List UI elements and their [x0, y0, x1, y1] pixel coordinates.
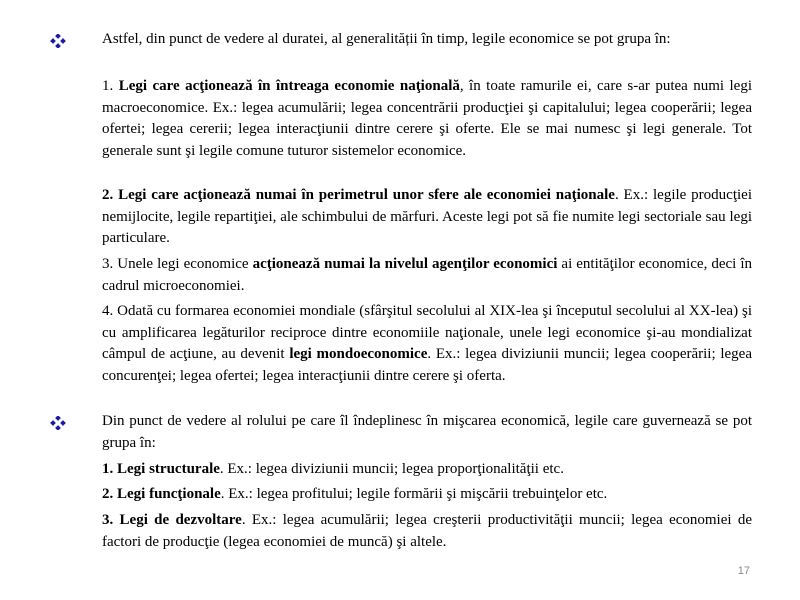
- bold-text-run: legi mondoeconomice: [289, 346, 428, 363]
- bold-text-run: 3. Legi de dezvoltare: [102, 512, 242, 528]
- diamond-bullet-icon: [50, 34, 66, 48]
- paragraph-4: [102, 254, 752, 297]
- bold-text-run: 2. Legi care acţionează numai în perimetrul unor sfere ale economiei naţionale: [102, 187, 615, 203]
- diamond-bullet-icon: [50, 416, 66, 430]
- bullet-1: [50, 34, 66, 48]
- paragraph-9: [102, 510, 752, 553]
- text-run: . Ex.: legile producţiei nemijlocite, legile repartiţiei, ale schimbului de mărfuri. Aceste legi pot să fie numite legi sectoriale sau legi particulare.: [102, 187, 752, 247]
- text-run: . Ex.: legea diviziunii muncii; legea cooperării; legea concurenţei; legea ofertei; legea interacţiunii dintre cerere şi oferta.: [102, 346, 752, 384]
- text-run: 3. Unele legi economice: [102, 256, 253, 272]
- text-run: . Ex.: legea diviziunii muncii; legea proporţionalităţii etc.: [219, 461, 564, 477]
- text-run: ai entităţilor economice, deci în cadrul microeconomiei.: [102, 256, 753, 294]
- bold-text-run: Legi care acţionează în întreaga economie naţională: [118, 78, 460, 94]
- text-run: . Ex.: legea profitului; legile formării şi mişcării trebuinţelor etc.: [220, 486, 608, 502]
- paragraph-5: [102, 301, 752, 387]
- bold-text-run: acţionează numai la nivelul agenţilor economici: [252, 256, 558, 272]
- text-run: Astfel, din punct de vedere al duratei, al generalității în timp, legile economice se pot grupa în:: [102, 31, 671, 47]
- text-run: 4. Odată cu formarea economiei mondiale (sfârşitul secolului al XIX-lea şi începutul secolului al XX-lea) şi cu amplificarea legăturilor reciproce dintre economiile naţionale, unele legi economice şi-au mondializat câmpul de acţiune, au devenit: [102, 303, 752, 363]
- text-run: , în toate ramurile ei, care s-ar putea numi legi macroeconomice. Ex.: legea acumulării; legea concentrării producţiei şi capitalului; legea cooperării; legea ofertei; legea cererii; legea interacţiunii dintre cerere şi oferte. Ele se mai numesc şi legi generale. Tot generale sunt şi legile comune tuturor sistemelor economice.: [102, 78, 753, 159]
- page-number: 17: [737, 565, 750, 577]
- text-run: 1.: [102, 78, 119, 94]
- bullet-2: [50, 416, 66, 430]
- bold-text-run: 2. Legi funcţionale: [102, 486, 221, 502]
- paragraph-7: [102, 459, 752, 481]
- paragraph-6: [102, 411, 752, 454]
- paragraph-1: [102, 29, 752, 51]
- paragraph-2: [102, 76, 752, 162]
- text-run: . Ex.: legea acumulării; legea creşterii productivităţii muncii; legea economiei de factori de producţie (legea economiei de muncă) şi altele.: [102, 512, 752, 550]
- bold-text-run: 1. Legi structurale: [102, 461, 220, 477]
- paragraph-3: [102, 185, 752, 250]
- paragraph-8: [102, 484, 752, 506]
- text-run: Din punct de vedere al rolului pe care îl îndeplinesc în mişcarea economică, legile care guvernează se pot grupa în:: [102, 413, 752, 451]
